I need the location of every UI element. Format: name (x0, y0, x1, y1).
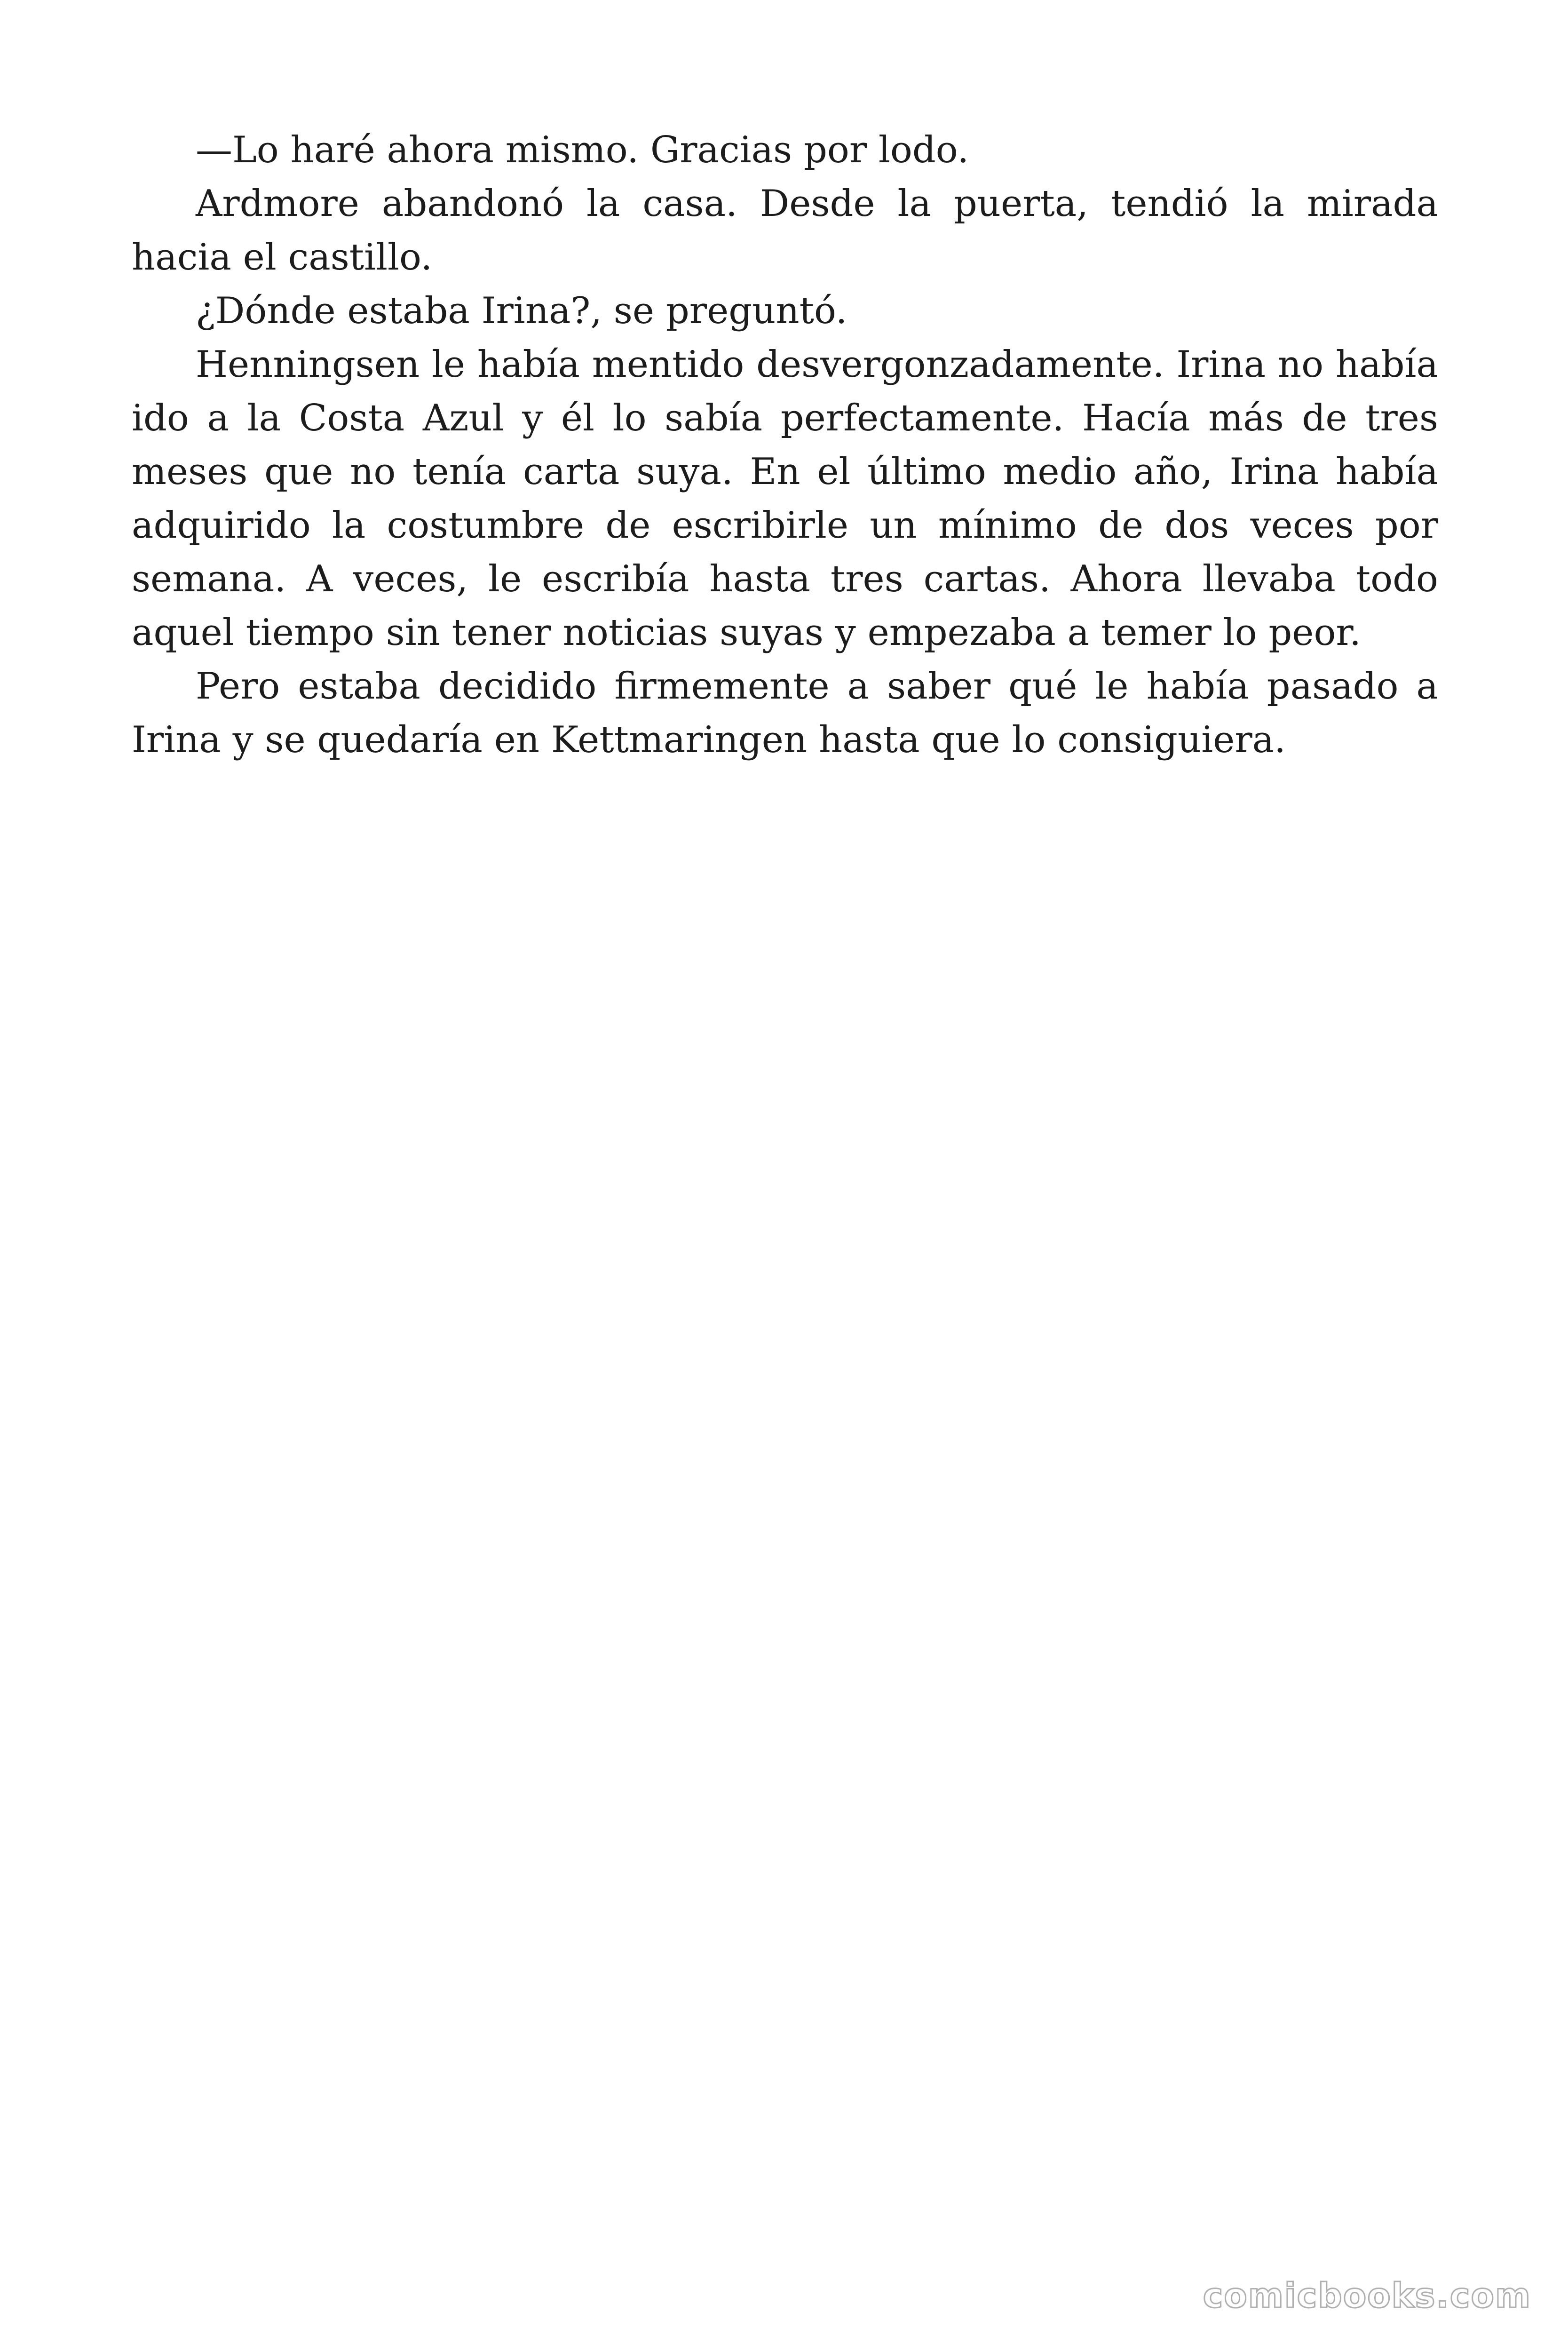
body-text (132, 123, 1438, 767)
paragraph-decision: Pero estaba decidido firmemente a saber qué le había pasado a Irina y se quedaría en Kettmaringen hasta que lo consiguiera. (132, 665, 1438, 761)
paragraph-ardmore-leaves: Ardmore abandonó la casa. Desde la puerta, tendió la mirada hacia el castillo. (132, 183, 1438, 278)
watermark-logo: comicbooks.com (1203, 2276, 1531, 2315)
paragraph-henningsen: Henningsen le había mentido desvergonzadamente. Irina no había ido a la Costa Azul y él lo sabía perfectamente. Hacía más de tres meses que no tenía carta suya. En el último medio año, Irina había adquirido la costumbre de escribirle un mínimo de dos veces por semana. A veces, le escribía hasta tres cartas. Ahora llevaba todo aquel tiempo sin tener noticias suyas y empezaba a temer lo peor. (132, 343, 1438, 654)
paragraph-dialogue: —Lo haré ahora mismo. Gracias por lodo. (196, 129, 969, 171)
paragraph-question: ¿Dónde estaba Irina?, se preguntó. (196, 290, 847, 332)
